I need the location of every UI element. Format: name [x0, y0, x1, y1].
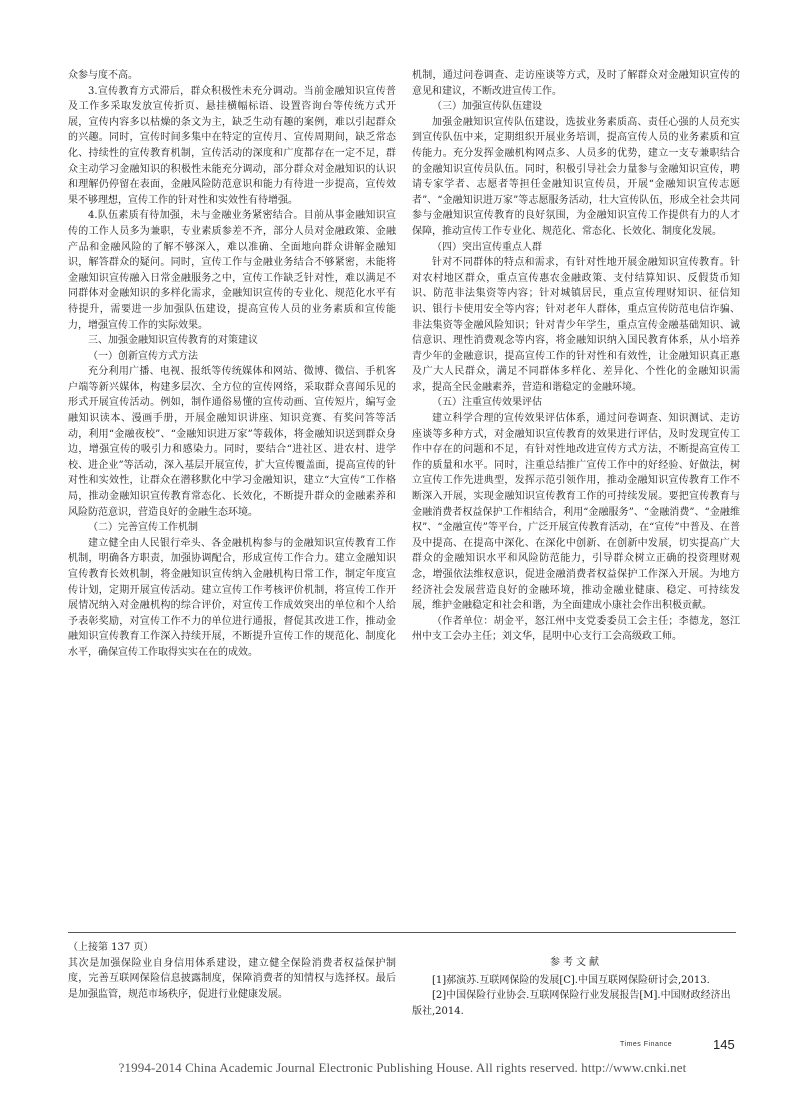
author-note: （作者单位：胡金平，怒江州中支党委委员工会主任；李德龙，怒江州中支工会办主任；刘文华，昆明中心支行工会高级政工师。 — [412, 615, 740, 643]
references-block — [412, 955, 740, 1019]
body-paragraph: （三）加强宣传队伍建设 — [432, 101, 542, 113]
body-text: 机制，通过问卷调查、走访座谈等方式，及时了解群众对金融知识宣传的意见和建议，不断改进宣传工作。 — [412, 70, 740, 97]
body-paragraph: 三、加强金融知识宣传教育的对策建议 — [88, 335, 258, 347]
right-column — [412, 68, 740, 645]
section-divider — [68, 932, 736, 933]
continuation-block — [68, 940, 396, 1002]
left-column — [68, 68, 396, 661]
body-paragraph: （四）突出宣传重点人群 — [432, 241, 542, 253]
page-number: 145 — [713, 1037, 735, 1052]
body-paragraph: 针对不同群体的特点和需求，有针对性地开展金融知识宣传教育。针对农村地区群众，重点宣传惠农金融政策、支付结算知识、反假货币知识、防范非法集资等内容；针对城镇居民，重点宣传理财知识、征信知识、银行卡使用安全等内容；针对老年人群体，重点宣传防范电信诈骗、非法集资等金融风险知识；针对青少年学生，重点宣传金融基础知识、诚信意识、理性消费观念等内容，将金融知识纳入国民教育体系，从小培养青少年的金融意识，提高宣传工作的针对性和有效性，让金融知识真正惠及广大人民群众，满足不同群体多样化、差异化、个性化的金融知识需求，提高全民金融素养，营造和谐稳定的金融环境。 — [412, 257, 740, 393]
body-paragraph: （一）创新宣传方式方法 — [88, 350, 198, 362]
body-paragraph: 建立科学合理的宣传效果评估体系，通过问卷调查、知识测试、走访座谈等多种方式，对金融知识宣传教育的效果进行评估，及时发现宣传工作中存在的问题和不足，有针对性地改进宣传方式方法，不断提高宣传工作的质量和水平。同时，注重总结推广宣传工作中的好经验、好做法，树立宣传工作先进典型，发挥示范引领作用，推动金融知识宣传教育工作不断深入开展，实现金融知识宣传教育工作的可持续发展。要把宣传教育与金融消费者权益保护工作相结合，利用“金融服务”、“金融消费”、“金融维权”、“金融宣传”等平台，广泛开展宣传教育活动，在“宣传”中普及、在普及中提高、在提高中深化、在深化中创新、在创新中发展，切实提高广大群众的金融知识水平和风险防范能力，引导群众树立正确的投资理财观念，增强依法维权意识，促进金融消费者权益保护工作深入开展。为地方经济社会发展营造良好的金融环境，推动金融业健康、稳定、可持续发展，维护金融稳定和社会和谐，为全面建成小康社会作出积极贡献。 — [412, 413, 740, 612]
body-paragraph: 3.宣传教育方式滞后，群众积极性未充分调动。当前金融知识宣传普及工作多采取发放宣传折页、悬挂横幅标语、设置咨询台等传统方式开展，宣传内容多以枯燥的条文为主，缺乏生动有趣的案例，难以引起群众的兴趣。同时，宣传时间多集中在特定的宣传月、宣传周期间，缺乏常态化、持续性的宣传教育机制，宣传活动的深度和广度都存在一定不足，群众主动学习金融知识的积极性未能充分调动，部分群众对金融知识的认识和理解仍停留在表面，金融风险防范意识和能力有待进一步提高，宣传效果不够理想，宣传工作的针对性和实效性有待增强。 — [68, 85, 396, 206]
body-paragraph: （二）完善宣传工作机制 — [88, 522, 198, 534]
body-paragraph: 建立健全由人民银行牵头、各金融机构参与的金融知识宣传教育工作机制，明确各方职责，加强协调配合，形成宣传工作合力。建立金融知识宣传教育长效机制，将金融知识宣传纳入金融机构日常工作，制定年度宣传计划，定期开展宣传活动。建立宣传工作考核评价机制，将宣传工作开展情况纳入对金融机构的综合评价，对宣传工作成效突出的单位和个人给予表彰奖励，对宣传工作不力的单位进行通报，督促其改进工作，推动金融知识宣传教育工作深入持续开展，不断提升宣传工作的规范化、制度化水平，确保宣传工作取得实实在在的成效。 — [68, 537, 396, 658]
body-paragraph: 4.队伍素质有待加强，未与金融业务紧密结合。目前从事金融知识宣传的工作人员多为兼职，专业素质参差不齐，部分人员对金融政策、金融产品和金融风险的了解不够深入，难以准确、全面地向群众讲解金融知识，解答群众的疑问。同时，宣传工作与金融业务结合不够紧密，未能将金融知识宣传融入日常金融服务之中，宣传工作缺乏针对性，难以满足不同群体对金融知识的多样化需求，金融知识宣传的专业化、规范化水平有待提升，需要进一步加强队伍建设，提高宣传人员的业务素质和宣传能力，增强宣传工作的实际效果。 — [68, 210, 396, 331]
body-paragraph: 充分利用广播、电视、报纸等传统媒体和网站、微博、微信、手机客户端等新兴媒体，构建多层次、全方位的宣传网络，采取群众喜闻乐见的形式开展宣传活动。例如，制作通俗易懂的宣传动画、宣传短片，编写金融知识读本、漫画手册，开展金融知识讲座、知识竞赛、有奖问答等活动，利用“金融夜校”、“金融知识进万家”等载体，将金融知识送到群众身边，增强宣传的吸引力和感染力。同时，要结合“进社区、进农村、进学校、进企业”等活动，深入基层开展宣传，扩大宣传覆盖面，提高宣传的针对性和实效性，让群众在潜移默化中学习金融知识，建立“大宣传”工作格局，推动金融知识宣传教育常态化、长效化，不断提升群众的金融素养和风险防范意识，营造良好的金融生态环境。 — [68, 366, 396, 518]
body-paragraph: （五）注重宣传效果评估 — [432, 397, 542, 409]
copyright-line: ?1994-2014 China Academic Journal Electronic Publishing House. All rights reserved. http://www.cnki.net — [118, 1060, 687, 1075]
body-paragraph: 加强金融知识宣传队伍建设，选拔业务素质高、责任心强的人员充实到宣传队伍中来，定期组织开展业务培训，提高宣传人员的业务素质和宣传能力。充分发挥金融机构网点多、人员多的优势，建立一支专兼职结合的金融知识宣传员队伍。同时，积极引导社会力量参与金融知识宣传，聘请专家学者、志愿者等担任金融知识宣传员，开展“金融知识宣传志愿者”、“金融知识进万家”等志愿服务活动，壮大宣传队伍，形成全社会共同参与金融知识宣传教育的良好氛围，为金融知识宣传工作提供有力的人才保障，推动宣传工作专业化、规范化、常态化、长效化、制度化发展。 — [412, 116, 740, 237]
journal-brand: Times Finance — [620, 1041, 673, 1048]
continuation-label: （上接第 137 页） — [68, 942, 154, 953]
body-text: 众参与度不高。 — [68, 70, 138, 81]
reference-item: [2]中国保险行业协会.互联网保险行业发展报告[M].中国财政经济出版社,2014. — [412, 990, 731, 1017]
references-title: 参考文献 — [550, 957, 602, 968]
reference-item: [1]郝演苏.互联网保险的发展[C].中国互联网保险研讨会,2013. — [432, 974, 710, 986]
continuation-text: 其次是加强保险业自身信用体系建设，建立健全保险消费者权益保护制度，完善互联网保险信息披露制度，保障消费者的知情权与选择权。最后是加强监管，规范市场秩序，促进行业健康发展。 — [68, 957, 396, 1000]
